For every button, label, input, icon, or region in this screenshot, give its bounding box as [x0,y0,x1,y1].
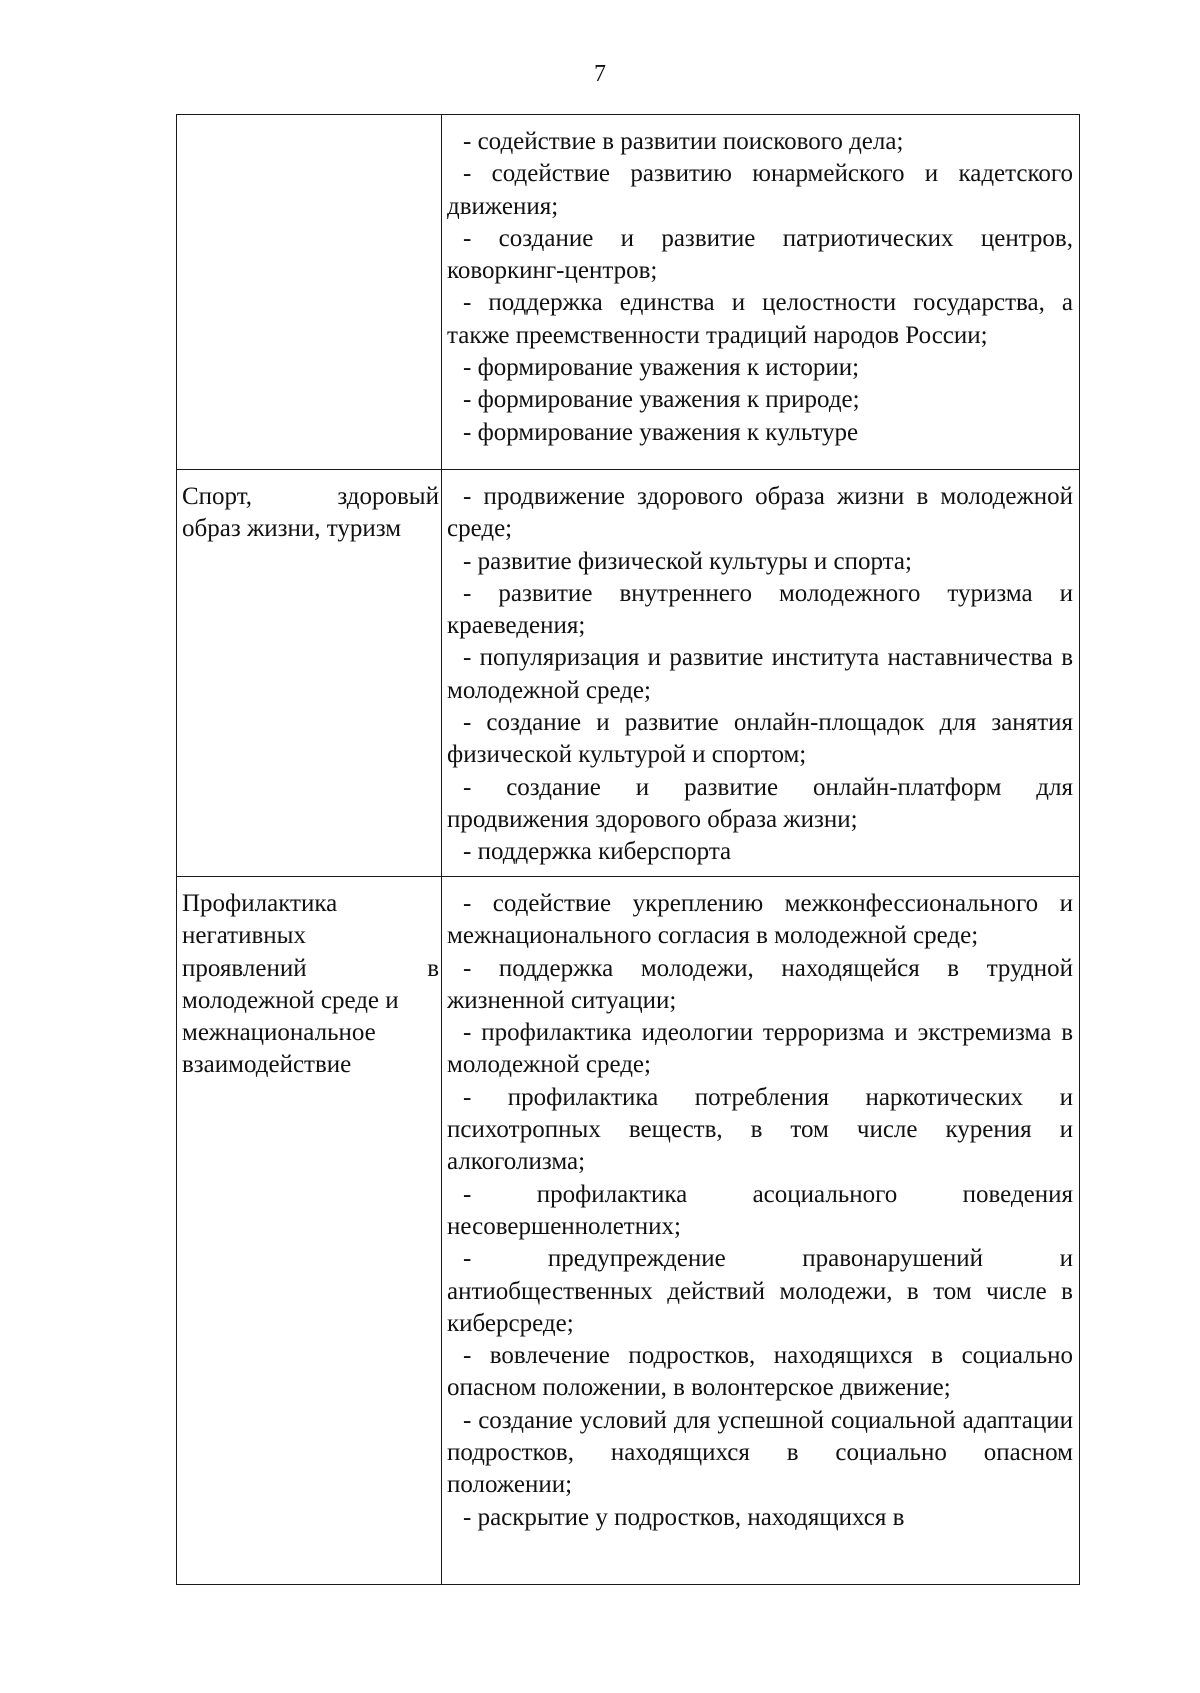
page-number: 7 [594,61,606,87]
list-item: - развитие физической культуры и спорта; [463,547,912,575]
category-label [182,481,439,546]
category-label-line: проявлений в [182,954,439,982]
list-item: - формирование уважения к природе; [463,386,860,414]
category-cell [177,877,442,1585]
category-label-line: межнациональное [182,1019,376,1047]
list-item: - профилактика идеологии терроризма и экстремизма в молодежной среде; [447,1019,1073,1079]
list-item: - содействие развитию юнармейского и кадетского движения; [447,160,1073,220]
list-item: - создание и развитие патриотических центров, коворкинг-центров; [447,224,1073,285]
category-label-line: образ жизни, туризм [182,515,402,543]
table-row [177,115,1080,470]
measures-cell [442,470,1080,877]
list-item: - поддержка единства и целостности государства, а также преемственности традиций народов России; [447,289,1073,349]
list-item: - профилактика потребления наркотических и психотропных веществ, в том числе курения и алкоголизма; [447,1083,1073,1176]
list-item: - вовлечение подростков, находящихся в социально опасном положении, в волонтерское движение; [447,1342,1073,1402]
table-row [177,877,1080,1585]
table-row [177,470,1080,877]
list-item: - поддержка киберспорта [463,838,732,866]
list-item: - создание и развитие онлайн-площадок для занятия физической культурой и спортом; [447,709,1073,769]
list-item: - раскрытие у подростков, находящихся в [463,1503,905,1531]
list-item: - содействие в развитии поискового дела; [463,128,904,155]
list-item: - развитие внутреннего молодежного туризма и краеведения; [447,579,1073,640]
category-label-line: молодежной среде и [182,986,399,1014]
list-item: - формирование уважения к истории; [463,354,860,382]
list-item: - профилактика асоциального поведения несовершеннолетних; [447,1180,1073,1240]
list-item: - поддержка молодежи, находящейся в трудной жизненной ситуации; [447,954,1073,1014]
list-item: - популяризация и развитие института наставничества в молодежной среде; [447,644,1073,704]
category-label [182,888,439,1082]
list-item: - формирование уважения к культуре [463,418,859,446]
list-item: - продвижение здорового образа жизни в молодежной среде; [447,483,1073,543]
category-cell [177,470,442,877]
category-label-line: взаимодействие [182,1051,352,1079]
measures-cell [442,877,1080,1585]
directions-table [176,114,1080,1585]
category-label-line: негативных [182,922,306,950]
category-label-line: Спорт, здоровый [182,483,439,510]
list-item: - создание условий для успешной социальной адаптации подростков, находящихся в социально опасном положении; [447,1406,1073,1499]
list-item: - предупреждение правонарушений и антиобщественных действий молодежи, в том числе в киберсреде; [447,1245,1073,1337]
list-item: - содействие укреплению межконфессионального и межнационального согласия в молодежной среде; [447,890,1073,950]
list-item: - создание и развитие онлайн-платформ для продвижения здорового образа жизни; [447,773,1073,833]
category-cell [177,115,442,470]
category-label-line: Профилактика [182,890,338,917]
measures-cell [442,115,1080,470]
